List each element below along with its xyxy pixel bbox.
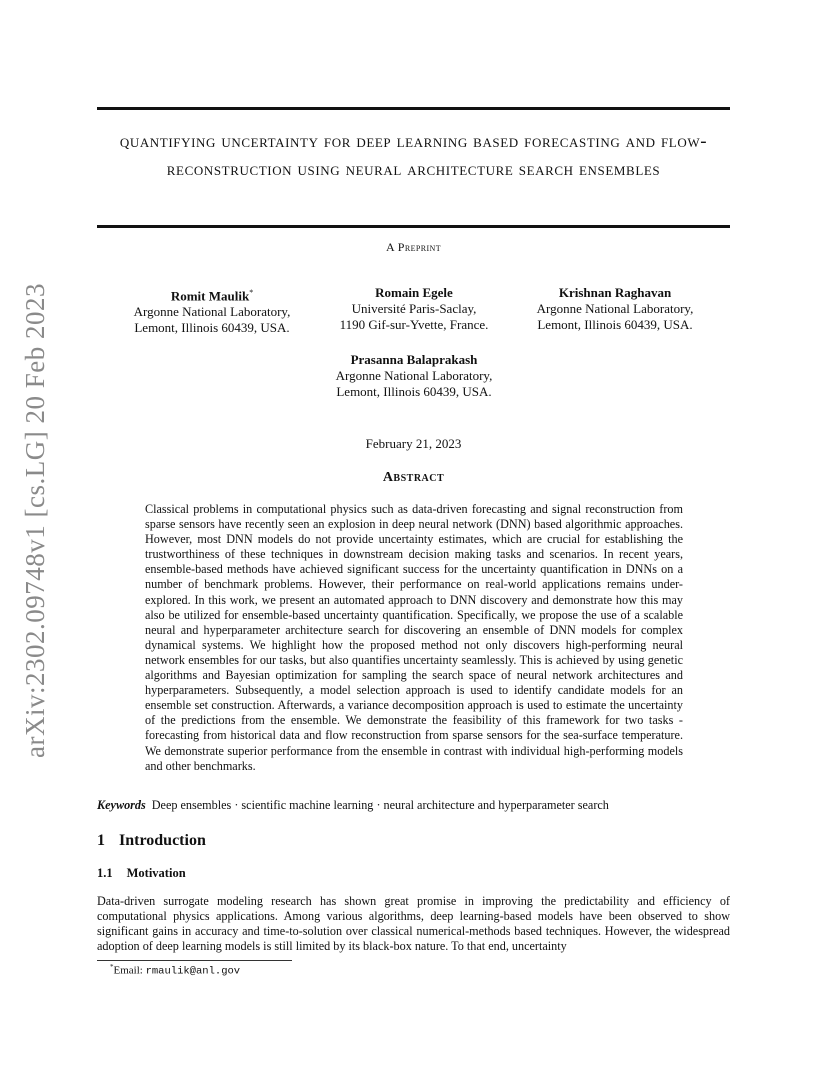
author-block — [112, 285, 312, 336]
author-block — [314, 285, 514, 333]
footnote — [110, 963, 240, 978]
author-affiliation: Argonne National Laboratory, — [335, 368, 493, 383]
author-affiliation: Argonne National Laboratory, — [133, 304, 291, 320]
abstract-heading: Abstract — [382, 470, 445, 485]
author-address: Lemont, Illinois 60439, USA. — [134, 320, 290, 336]
author-block — [314, 352, 514, 400]
title-top-rule — [97, 107, 730, 110]
section-title: Introduction — [119, 832, 206, 849]
author-address: Lemont, Illinois 60439, USA. — [537, 317, 693, 332]
footnote-rule — [97, 960, 292, 961]
author-affiliation: Argonne National Laboratory, — [536, 301, 694, 316]
author-footnote-mark: * — [249, 288, 254, 297]
author-affiliation: Université Paris-Saclay, — [351, 301, 477, 316]
paper-title: quantifying uncertainty for deep learning based forecasting and flow-reconstruction using neural architecture search ensembles — [119, 131, 708, 180]
author-name: Romain Egele — [375, 285, 453, 300]
arxiv-identifier-stamp — [12, 280, 58, 760]
abstract-text: Classical problems in computational physics such as data-driven forecasting and signal reconstruction from sparse sensors have recently seen an explosion in deep neural network (DNN) based algorithmic approaches. However, most DNN models do not provide uncertainty estimates, which are crucial for establishing the trustworthiness of these techniques in downstream decision making tasks and scenarios. In recent years, ensemble-based methods have achieved significant success for the uncertainty quantification in DNNs on a number of benchmark problems. However, their performance on real-world applications remains under-explored. In this work, we present an automated approach to DNN discovery and demonstrate how this may also be utilized for ensemble-based uncertainty quantification. Specifically, we propose the use of a scalable neural and hyperparameter architecture search for discovering an ensemble of DNN models for complex dynamical systems. We highlight how the proposed method not only discovers high-performing neural network ensembles for our tasks, but also quantifies uncertainty seamlessly. This is achieved by using genetic algorithms and Bayesian optimization for sampling the search space of neural network architectures and hyperparameters. Subsequently, a model selection approach is used to identify candidate models for an ensemble set construction. Afterwards, a variance decomposition approach is used to estimate the uncertainty of the predictions from the ensemble. We demonstrate the feasibility of this framework for two tasks - forecasting from historical data and flow reconstruction from sparse sensors for the sea-surface temperature. We demonstrate superior performance from the ensemble in contrast with individual high-performing models and other benchmarks. — [145, 502, 683, 773]
subsection-heading — [97, 866, 186, 881]
keywords-line — [97, 798, 730, 813]
author-address: 1190 Gif-sur-Yvette, France. — [339, 317, 489, 332]
keywords-label: Keywords — [97, 798, 146, 812]
keywords-text: Deep ensembles · scientific machine learning · neural architecture and hyperparameter search — [151, 798, 609, 812]
body-paragraph: Data-driven surrogate modeling research has shown great promise in improving the predictability and efficiency of computational physics applications. Among various algorithms, deep learning-based models have been observed to show significant gains in accuracy and time-to-solution over classical numerical-methods based techniques. However, the widespread adoption of deep learning models is still limited by its black-box nature. To that end, uncertainty — [97, 894, 730, 954]
subsection-number: 1.1 — [97, 866, 113, 880]
arxiv-identifier-text: arXiv:2302.09748v1 [cs.LG] 20 Feb 2023 — [19, 282, 50, 758]
publication-date: February 21, 2023 — [365, 436, 462, 451]
author-block — [515, 285, 715, 333]
footnote-mark: * — [110, 963, 114, 971]
footnote-label: Email: — [113, 964, 146, 977]
section-number: 1 — [97, 832, 105, 849]
author-name: Romit Maulik — [170, 288, 250, 304]
section-heading — [97, 832, 206, 850]
author-name: Krishnan Raghavan — [558, 285, 672, 300]
subsection-title: Motivation — [126, 866, 186, 880]
title-bottom-rule — [97, 225, 730, 228]
preprint-label: A Preprint — [385, 240, 441, 254]
footnote-email: rmaulik@anl.gov — [145, 965, 241, 978]
author-address: Lemont, Illinois 60439, USA. — [336, 384, 492, 399]
author-name: Prasanna Balaprakash — [350, 352, 478, 367]
author-name-line — [112, 285, 312, 304]
